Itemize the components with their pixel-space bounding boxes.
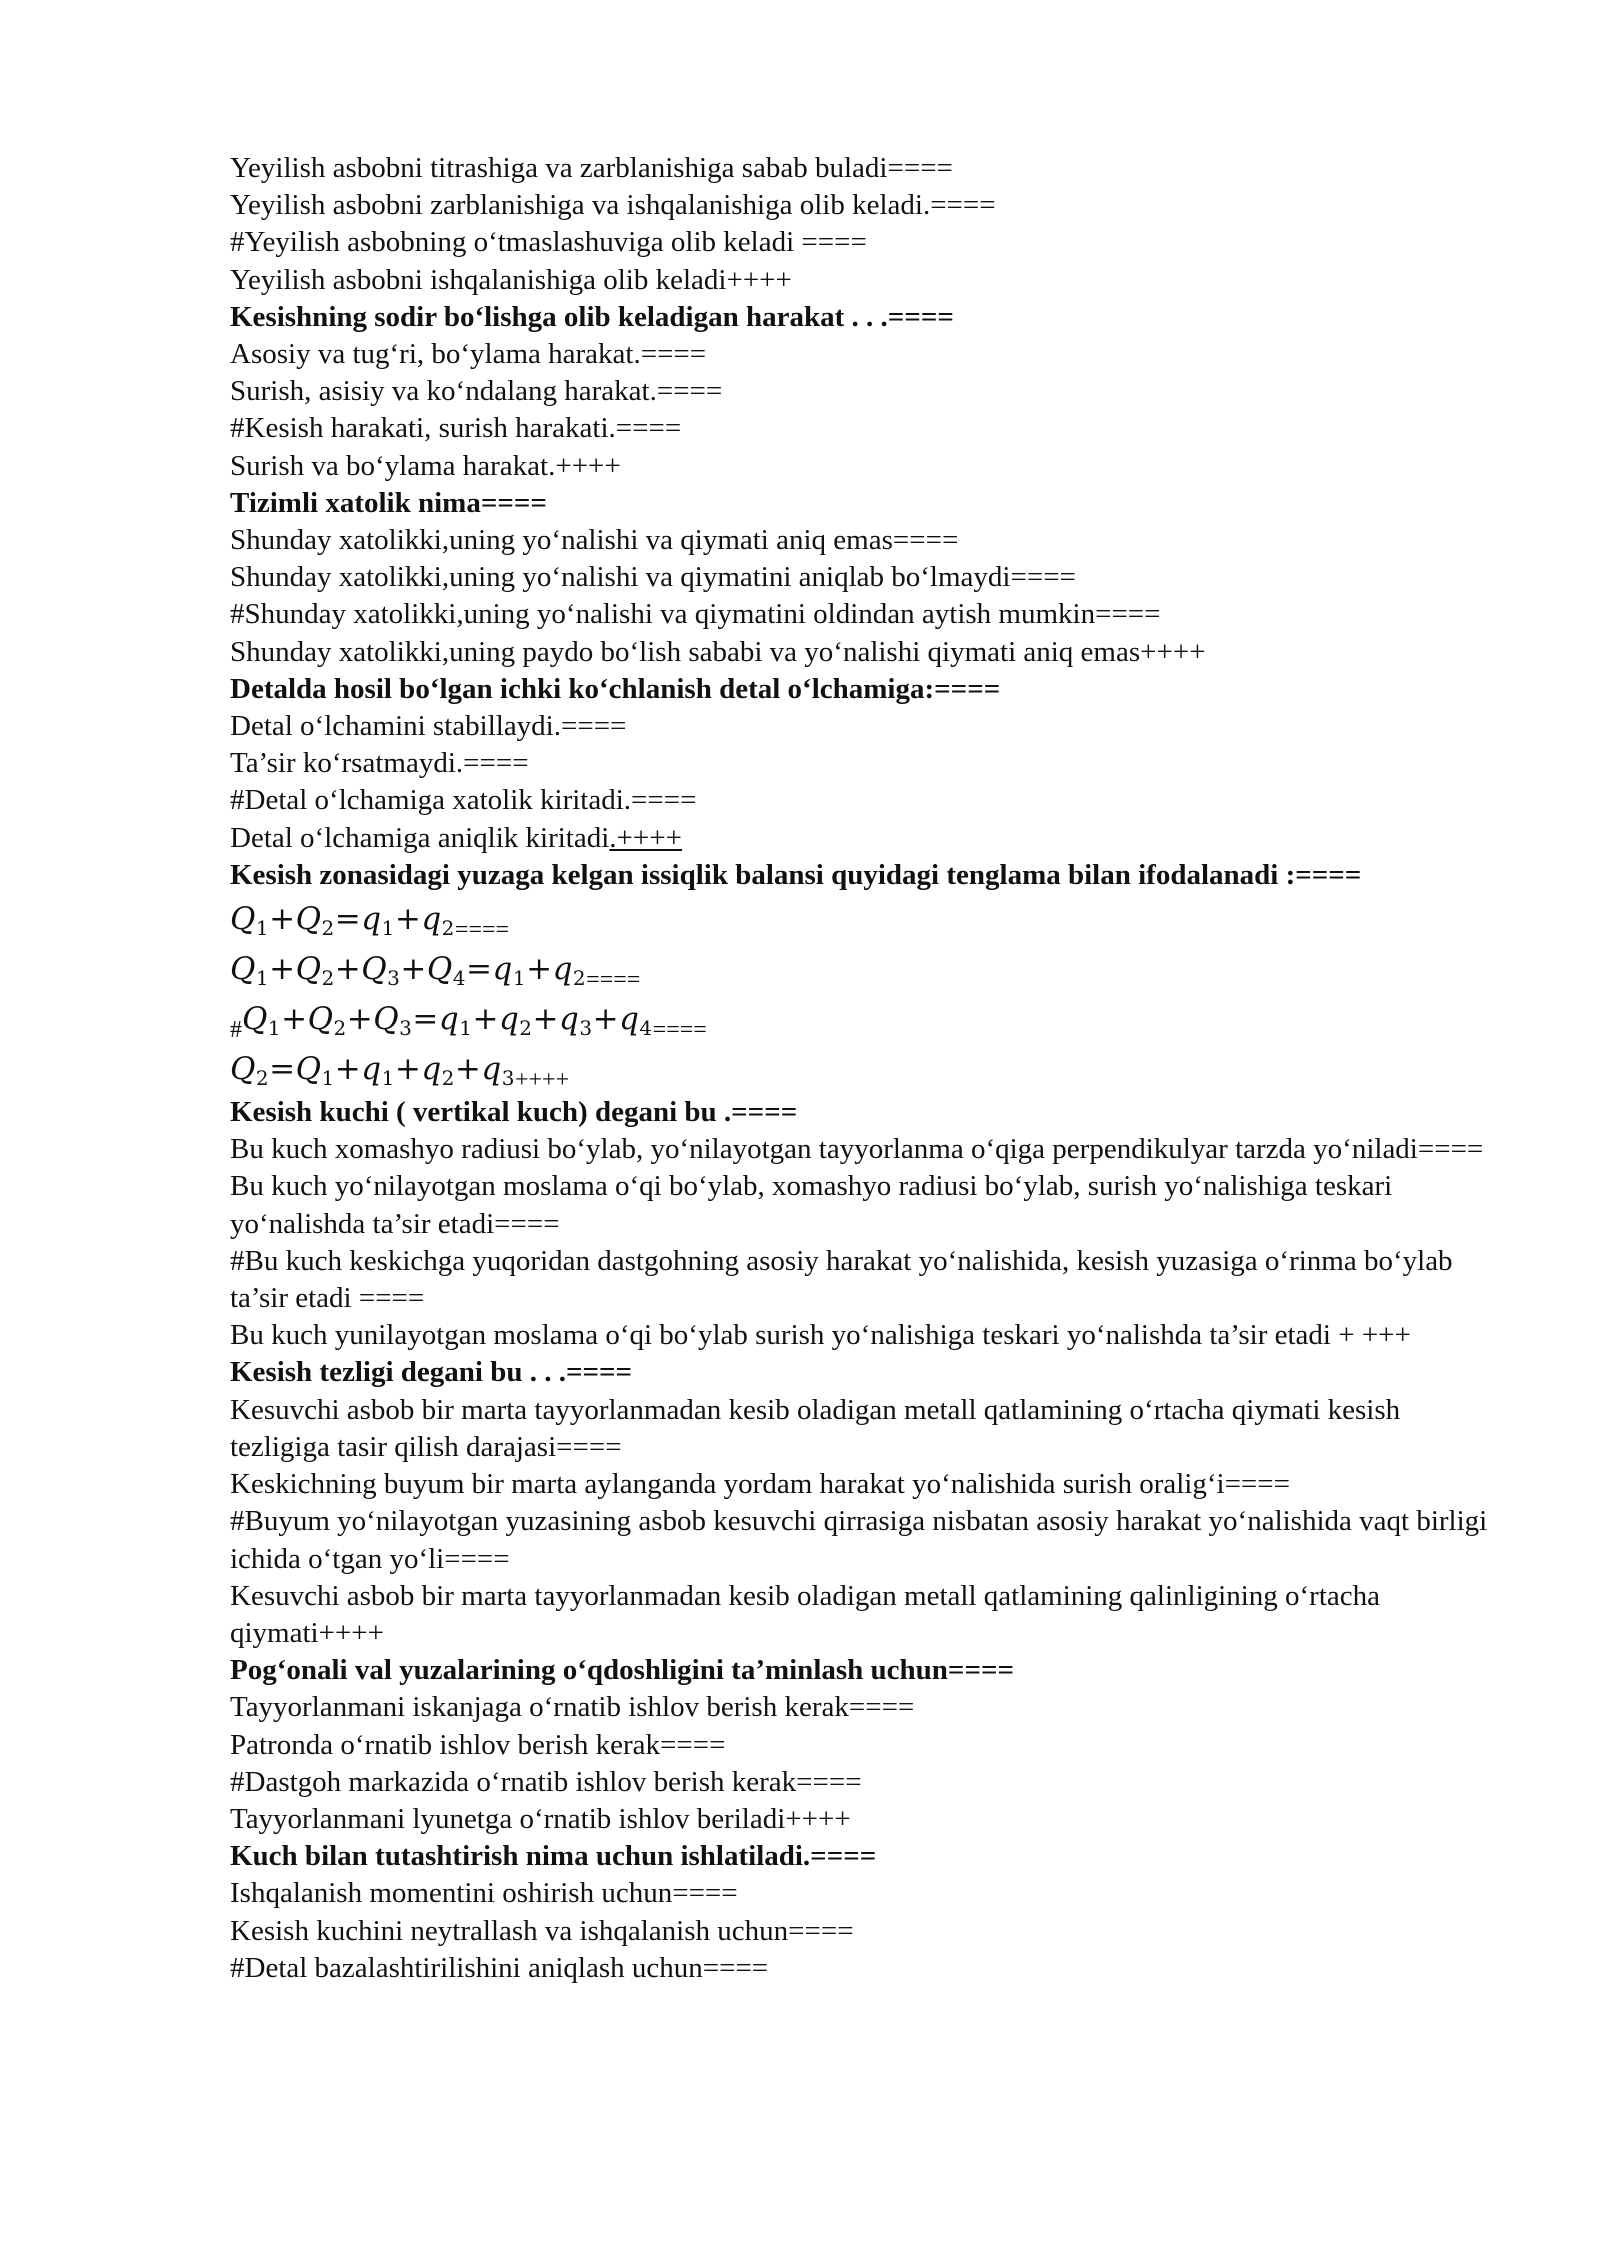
answer-option: Yeyilish asbobni ishqalanishiga olib keladi++++ (230, 263, 792, 296)
formula-marker: ==== (652, 1017, 707, 1044)
answer-marker-underlined: .++++ (609, 821, 682, 854)
formula-math: $Q_1+Q_2+Q_3+Q_4=q_1+q_2$ (230, 951, 587, 991)
question-heading: Kesishning sodir bo‘lishga olib keladigan harakat . . .==== (230, 300, 954, 333)
formula-prefix: # (230, 1017, 242, 1044)
formula-option (230, 894, 1510, 944)
question-heading: Kesish zonasidagi yuzaga kelgan issiqlik balansi quyidagi tenglama bilan ifodalanadi :==== (230, 858, 1362, 891)
answer-option: Asosiy va tug‘ri, bo‘ylama harakat.==== (230, 338, 707, 371)
answer-option-correct: #Yeyilish asbobning o‘tmaslashuviga olib keladi ==== (230, 226, 867, 259)
answer-option: Kesuvchi asbob bir marta tayyorlanmadan kesib oladigan metall qatlamining qalinligining o‘rtacha qiymati++++ (230, 1579, 1381, 1649)
answer-option: Shunday xatolikki,uning yo‘nalishi va qiymati aniq emas==== (230, 524, 959, 557)
formula-math: $Q_1+Q_2+Q_3=q_1+q_2+q_3+q_4$ (242, 1001, 653, 1041)
answer-option: Yeyilish asbobni zarblanishiga va ishqalanishiga olib keladi.==== (230, 189, 996, 222)
answer-option-correct: #Detal o‘lchamiga xatolik kiritadi.==== (230, 784, 697, 817)
answer-option-correct: #Buyum yo‘nilayotgan yuzasining asbob kesuvchi qirrasiga nisbatan asosiy harakat yo‘nalishida vaqt birligi ichida o‘tgan yo‘li==== (230, 1505, 1488, 1575)
formula-math: $Q_1+Q_2=q_1+q_2$ (230, 901, 455, 941)
formula-marker: ==== (454, 917, 510, 944)
formula-option (230, 944, 1510, 994)
formula-option (230, 1044, 1510, 1094)
formula-option-correct (230, 994, 1510, 1044)
answer-option: Detal o‘lchamini stabillaydi.==== (230, 710, 627, 743)
formula-marker: ==== (586, 967, 641, 994)
answer-option: Bu kuch xomashyo radiusi bo‘ylab, yo‘nilayotgan tayyorlanma o‘qiga perpendikulyar tarzda yo‘niladi==== (230, 1133, 1484, 1166)
answer-option: Kesuvchi asbob bir marta tayyorlanmadan kesib oladigan metall qatlamining o‘rtacha qiymati kesish tezligiga tasir qilish darajasi==== (230, 1393, 1401, 1463)
question-heading: Kesish kuchi ( vertikal kuch) degani bu .==== (230, 1096, 798, 1129)
answer-option: Ta’sir ko‘rsatmaydi.==== (230, 747, 529, 780)
answer-option: Patronda o‘rnatib ishlov berish kerak==== (230, 1728, 726, 1761)
answer-option: Surish, asisiy va ko‘ndalang harakat.==== (230, 375, 723, 408)
question-heading: Kesish tezligi degani bu . . .==== (230, 1356, 633, 1389)
formula-math: $Q_2=Q_1+q_1+q_2+q_3$ (230, 1051, 515, 1091)
formula-marker: ++++ (514, 1067, 570, 1094)
document-page (230, 150, 1510, 1987)
answer-option-correct: #Bu kuch keskichga yuqoridan dastgohning asosiy harakat yo‘nalishida, kesish yuzasiga o‘rinma bo‘ylab ta’sir etadi ==== (230, 1244, 1453, 1315)
answer-option-correct: #Dastgoh markazida o‘rnatib ishlov berish kerak==== (230, 1765, 862, 1798)
answer-option: Shunday xatolikki,uning paydo bo‘lish sababi va yo‘nalishi qiymati aniq emas++++ (230, 635, 1206, 668)
answer-option: Ishqalanish momentini oshirish uchun==== (230, 1877, 738, 1910)
question-heading: Tizimli xatolik nima==== (230, 486, 547, 519)
answer-option-correct: #Shunday xatolikki,uning yo‘nalishi va qiymatini oldindan aytish mumkin==== (230, 598, 1161, 631)
answer-option: Yeyilish asbobni titrashiga va zarblanishiga sabab buladi==== (230, 152, 953, 184)
question-heading: Pog‘onali val yuzalarining o‘qdoshligini ta’minlash uchun==== (230, 1654, 1015, 1687)
answer-option: Surish va bo‘ylama harakat.++++ (230, 449, 621, 482)
answer-option: Bu kuch yo‘nilayotgan moslama o‘qi bo‘ylab, xomashyo radiusi bo‘ylab, surish yo‘nalishiga teskari yo‘nalishda ta’sir etadi==== (230, 1170, 1393, 1240)
answer-option: Tayyorlanmani lyunetga o‘rnatib ishlov beriladi++++ (230, 1802, 851, 1835)
answer-text: Detal o‘lchamiga aniqlik kiritadi (230, 821, 610, 854)
answer-option: Shunday xatolikki,uning yo‘nalishi va qiymatini aniqlab bo‘lmaydi==== (230, 561, 1076, 594)
answer-option-correct: #Detal bazalashtirilishini aniqlash uchun==== (230, 1951, 769, 1984)
answer-option (230, 820, 1510, 857)
answer-option: Kesish kuchini neytrallash va ishqalanish uchun==== (230, 1914, 854, 1947)
answer-option-correct: #Kesish harakati, surish harakati.==== (230, 412, 682, 445)
answer-option: Bu kuch yunilayotgan moslama o‘qi bo‘ylab surish yo‘nalishiga teskari yo‘nalishda ta’sir etadi + +++ (230, 1319, 1411, 1352)
question-heading: Detalda hosil bo‘lgan ichki ko‘chlanish detal o‘lchamiga:==== (230, 672, 1001, 705)
question-heading: Kuch bilan tutashtirish nima uchun ishlatiladi.==== (230, 1840, 877, 1873)
answer-option: Keskichning buyum bir marta aylanganda yordam harakat yo‘nalishida surish oralig‘i==== (230, 1468, 1291, 1501)
answer-option: Tayyorlanmani iskanjaga o‘rnatib ishlov berish kerak==== (230, 1691, 915, 1724)
